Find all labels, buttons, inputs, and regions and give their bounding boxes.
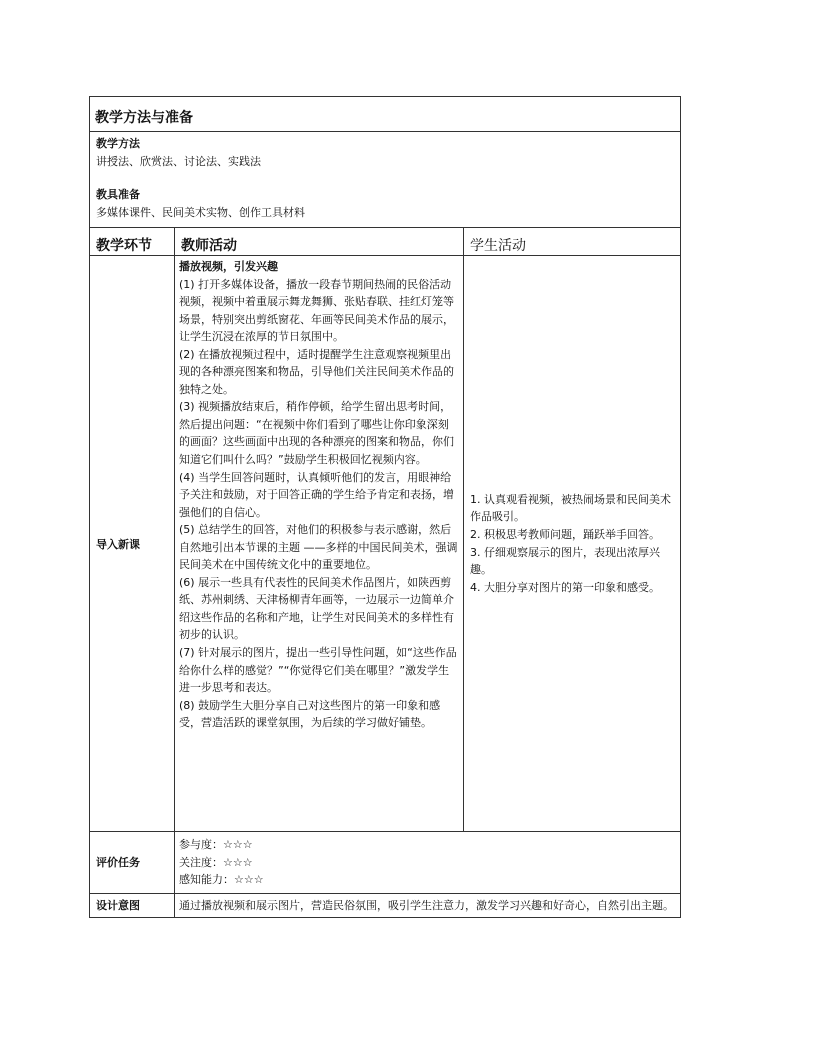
design-label: 设计意图: [90, 893, 175, 918]
header-student-label: 学生活动: [470, 238, 526, 254]
header-stage: [90, 228, 175, 256]
methods-text: 讲授法、欣赏法、讨论法、实践法: [96, 154, 261, 168]
spacer: [96, 170, 674, 186]
lesson-plan-table: [89, 96, 681, 918]
tools-text: 多媒体课件、民间美术实物、创作工具材料: [96, 205, 305, 219]
tools-heading: 教具准备: [96, 188, 140, 201]
header-teacher-label: 教师活动: [181, 238, 237, 254]
teacher-step: (4) 当学生回答问题时，认真倾听他们的发言，用眼神给予关注和鼓励，对于回答正确的学生给予肯定和表扬，增强他们的自信心。: [179, 470, 454, 519]
design-intent-text: 通过播放视频和展示图片，营造民俗氛围，吸引学生注意力，激发学习兴趣和好奇心，自然引出主题。: [175, 893, 681, 918]
intro-row: [90, 256, 681, 832]
design-row: [90, 893, 681, 918]
teacher-step: (7) 针对展示的图片，提出一些引导性问题，如“这些作品给你什么样的感觉？”“你觉得它们美在哪里？”激发学生进一步思考和表达。: [179, 646, 457, 695]
student-step: 2. 积极思考教师问题，踊跃举手回答。: [470, 527, 660, 541]
evaluation-item: 感知能力：☆☆☆: [179, 873, 264, 886]
preparation-cell: [90, 132, 681, 228]
teacher-step: (5) 总结学生的回答，对他们的积极参与表示感谢，然后自然地引出本节课的主题 ——多样的中国民间美术，强调民间美术在中国传统文化中的重要地位。: [179, 523, 458, 572]
evaluation-item: 关注度：☆☆☆: [179, 855, 253, 869]
evaluation-item: 参与度：☆☆☆: [179, 838, 253, 851]
student-step: 4. 大胆分享对图片的第一印象和感受。: [470, 580, 660, 594]
teacher-step: (1) 打开多媒体设备，播放一段春节期间热闹的民俗活动视频，视频中着重展示舞龙舞狮、张贴春联、挂红灯笼等场景，特别突出剪纸窗花、年画等民间美术作品的展示，让学生沉浸在浓厚的节日氛围中。: [179, 277, 454, 344]
teacher-activity-cell: [175, 256, 464, 832]
teacher-step: (2) 在播放视频过程中，适时提醒学生注意观察视频里出现的各种漂亮图案和物品，引导他们关注民间美术作品的独特之处。: [179, 347, 454, 396]
intro-label: 导入新课: [90, 256, 175, 832]
preparation-row: [90, 132, 681, 228]
evaluation-row: [90, 832, 681, 894]
methods-heading: 教学方法: [96, 137, 140, 150]
header-student: [464, 228, 681, 256]
teacher-activity-heading: 播放视频，引发兴趣: [179, 260, 278, 273]
teacher-step: (3) 视频播放结束后，稍作停顿，给学生留出思考时间，然后提出问题：“在视频中你们看到了哪些让你印象深刻的画面？这些画面中出现的各种漂亮的图案和物品，你们知道它们叫什么吗？”鼓励学生积极回忆视频内容。: [179, 400, 454, 467]
evaluation-cell: [175, 832, 681, 894]
table-header-row: [90, 228, 681, 256]
header-teacher: [175, 228, 464, 256]
student-activity-cell: [464, 256, 681, 832]
student-step: 1. 认真观看视频，被热闹场景和民间美术作品吸引。: [470, 492, 671, 524]
section-title: 教学方法与准备: [90, 97, 681, 132]
teacher-step: (8) 鼓励学生大胆分享自己对这些图片的第一印象和感受，营造活跃的课堂氛围，为后续的学习做好铺垫。: [179, 698, 441, 730]
header-stage-label: 教学环节: [96, 238, 152, 254]
section-title-row: [90, 97, 681, 132]
evaluation-label: 评价任务: [90, 832, 175, 894]
teacher-step: (6) 展示一些具有代表性的民间美术作品图片，如陕西剪纸、苏州刺绣、天津杨柳青年画等，一边展示一边简单介绍这些作品的名称和产地，让学生对民间美术的多样性有初步的认识。: [179, 575, 454, 642]
student-step: 3. 仔细观察展示的图片，表现出浓厚兴趣。: [470, 545, 660, 577]
